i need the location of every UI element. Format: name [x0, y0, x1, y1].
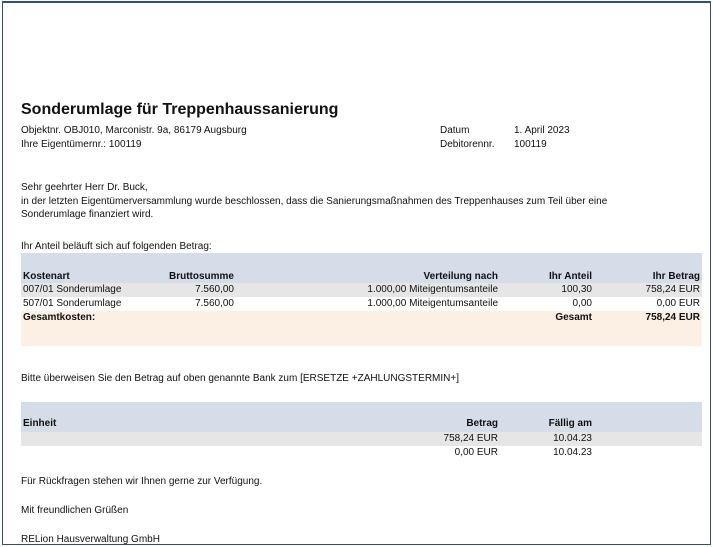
date-label: Datum — [440, 125, 470, 136]
table-row — [21, 432, 702, 446]
row-faellig: 10.04.23 — [553, 433, 592, 444]
document-title: Sonderumlage für Treppenhaussanierung — [21, 101, 339, 118]
cost-table — [21, 253, 702, 346]
header-bruttosumme: Bruttosumme — [168, 271, 234, 282]
row-betrag: 0,00 EUR — [656, 298, 700, 309]
cost-table-header-row — [21, 271, 702, 283]
header-einheit: Einheit — [23, 418, 57, 429]
row-anteil: 0,00 — [572, 298, 592, 309]
header-faellig: Fällig am — [548, 418, 592, 429]
header-due-betrag: Betrag — [466, 418, 498, 429]
row-verteilung: 1.000,00 Miteigentumsanteile — [367, 284, 498, 295]
owner-number-line: Ihre Eigentümernr.: 100119 — [21, 139, 142, 150]
table-row — [21, 446, 702, 460]
date-value: 1. April 2023 — [514, 125, 570, 136]
letter-body — [21, 181, 681, 222]
row-verteilung: 1.000,00 Miteigentumsanteile — [367, 298, 498, 309]
total-sum-label: Gesamt — [555, 312, 592, 323]
table-row — [21, 283, 702, 297]
table-row — [21, 297, 702, 311]
row-bruttosumme: 7.560,00 — [195, 298, 234, 309]
cost-table-header-band — [21, 253, 702, 271]
body-line-1: in der letzten Eigentümerversammlung wurde beschlossen, dass die Sanierungsmaßnahmen des Treppenhauses zum Teil über eine — [21, 195, 608, 207]
row-anteil: 100,30 — [561, 284, 592, 295]
row-bruttosumme: 7.560,00 — [195, 284, 234, 295]
debtor-label: Debitorennr. — [440, 139, 495, 150]
row-betrag: 758,24 EUR — [645, 284, 700, 295]
header-verteilung: Verteilung nach — [423, 271, 498, 282]
body-line-2: Sonderumlage finanziert wird. — [21, 209, 154, 220]
header-kostenart: Kostenart — [23, 271, 70, 282]
due-table-header-row — [21, 402, 702, 432]
row-due-betrag: 758,24 EUR — [443, 433, 498, 444]
cost-table-footer-band — [21, 327, 702, 346]
signer-name: RELion Hausverwaltung GmbH — [21, 534, 160, 545]
object-line: Objektnr. OBJ010, Marconistr. 9a, 86179 Augsburg — [21, 125, 247, 136]
row-kostenart: 007/01 Sonderumlage — [23, 284, 122, 295]
total-label: Gesamtkosten: — [23, 312, 96, 323]
total-value: 758,24 EUR — [645, 312, 700, 323]
header-betrag: Ihr Betrag — [652, 271, 700, 282]
debtor-value: 100119 — [514, 139, 547, 150]
salutation: Sehr geehrter Herr Dr. Buck, — [21, 182, 148, 193]
closing-greeting: Mit freundlichen Grüßen — [21, 505, 129, 516]
row-faellig: 10.04.23 — [553, 447, 592, 458]
cost-table-total-row — [21, 311, 702, 327]
questions-line: Für Rückfragen stehen wir Ihnen gerne zur Verfügung. — [21, 476, 263, 487]
share-intro: Ihr Anteil beläuft sich auf folgenden Betrag: — [21, 241, 212, 252]
row-kostenart: 507/01 Sonderumlage — [23, 298, 122, 309]
row-due-betrag: 0,00 EUR — [454, 447, 498, 458]
due-table — [21, 402, 702, 460]
header-anteil: Ihr Anteil — [549, 271, 592, 282]
letter-page — [2, 1, 711, 545]
transfer-instruction: Bitte überweisen Sie den Betrag auf oben genannte Bank zum [ERSETZE +ZAHLUNGSTERMIN+] — [21, 373, 459, 384]
